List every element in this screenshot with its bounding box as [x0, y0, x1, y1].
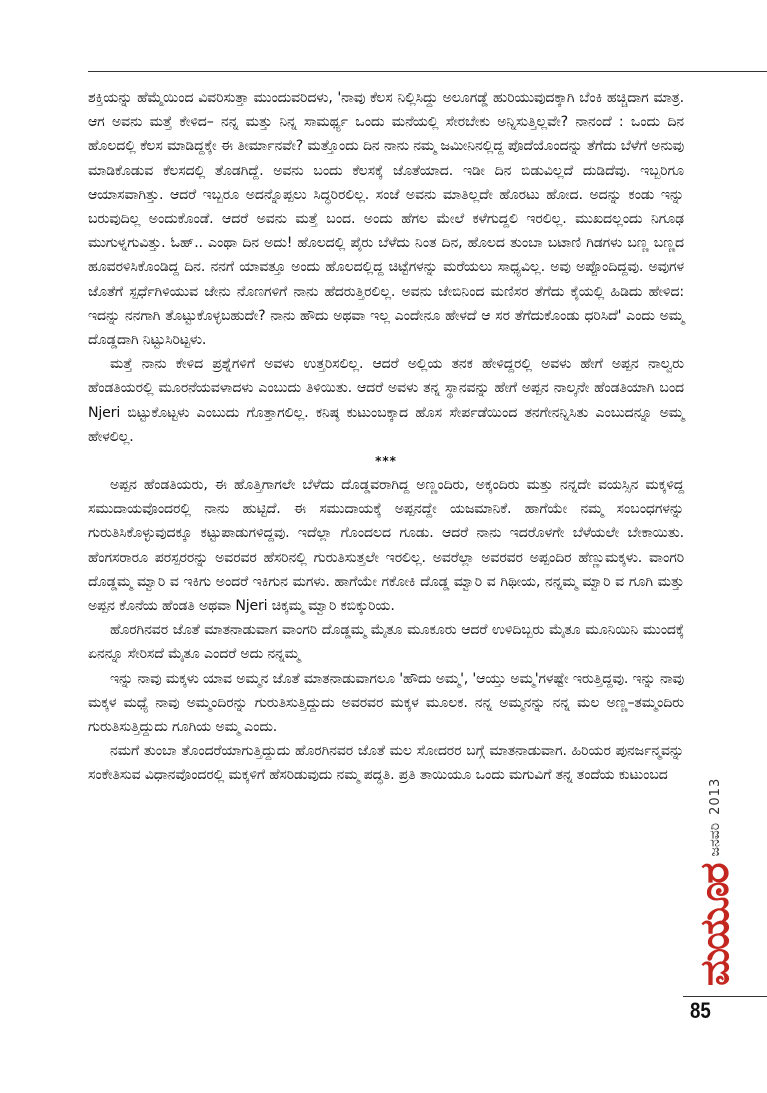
page-number: 85	[690, 998, 711, 1023]
article-body	[88, 86, 684, 788]
paragraph-5: ಇನ್ನು ನಾವು ಮಕ್ಕಳು ಯಾವ ಅಮ್ಮನ ಜೊತೆ ಮಾತನಾಡುವಾಗಲೂ 'ಹೌದು ಅಮ್ಮ', 'ಆಯ್ತು ಅಮ್ಮ'ಗಳಷ್ಟೇ ಇರುತ್ತಿದ್ದವು. ಇನ್ನು ನಾವು ಮಕ್ಕಳ ಮಧ್ಯೆ ನಾವು ಅಮ್ಮಂದಿರನ್ನು ಗುರುತಿಸುತ್ತಿದ್ದುದು ಅವರವರ ಮಕ್ಕಳ ಮೂಲಕ. ನನ್ನ ಅಮ್ಮನನ್ನು ನನ್ನ ಮಲ ಅಣ್ಣ–ತಮ್ಮಂದಿರು ಗುರುತಿಸುತ್ತಿದ್ದುದು ಗೂಗಿಯ ಅಮ್ಮ ಎಂದು.	[88, 670, 684, 736]
paragraph-2: ಮತ್ತೆ ನಾನು ಕೇಳಿದ ಪ್ರಶ್ನೆಗಳಿಗೆ ಅವಳು ಉತ್ತರಿಸಲಿಲ್ಲ. ಆದರೆ ಅಲ್ಲಿಯ ತನಕ ಹೇಳಿದ್ದರಲ್ಲಿ ಅವಳು ಹೇಗೆ ಅಪ್ಪನ ನಾಲ್ವರು ಹೆಂಡತಿಯರಲ್ಲಿ ಮೂರನೆಯವಳಾದಳು ಎಂಬುದು ತಿಳಿಯಿತು. ಆದರೆ ಅವಳು ತನ್ನ ಸ್ಥಾನವನ್ನು ಹೇಗೆ ಅಪ್ಪನ ನಾಲ್ಕನೇ ಹೆಂಡತಿಯಾಗಿ ಬಂದ Njeri ಬಿಟ್ಟುಕೊಟ್ಟಳು ಎಂಬುದು ಗೊತ್ತಾಗಲಿಲ್ಲ. ಕನಿಷ್ಠ ಕುಟುಂಬಕ್ಕಾದ ಹೊಸ ಸೇರ್ಪಡೆಯಿಂದ ತನಗೇನನ್ನಿಸಿತು ಎಂಬುದನ್ನೂ ಅಮ್ಮ ಹೇಳಲಿಲ್ಲ.	[88, 356, 684, 445]
paragraph-3: ಅಪ್ಪನ ಹೆಂಡತಿಯರು, ಈ ಹೊತ್ತಿಗಾಗಲೇ ಬೆಳೆದು ದೊಡ್ಡವರಾಗಿದ್ದ ಅಣ್ಣಂದಿರು, ಅಕ್ಕಂದಿರು ಮತ್ತು ನನ್ನದೇ ವಯಸ್ಸಿನ ಮಕ್ಕಳಿದ್ದ ಸಮುದಾಯವೊಂದರಲ್ಲಿ ನಾನು ಹುಟ್ಟಿದೆ. ಈ ಸಮುದಾಯಕ್ಕೆ ಅಪ್ಪನದ್ದೇ ಯಜಮಾನಿಕೆ. ಹಾಗೆಯೇ ನಮ್ಮ ಸಂಬಂಧಗಳನ್ನು ಗುರುತಿಸಿಕೊಳ್ಳುವುದಕ್ಕೂ ಕಟ್ಟುಪಾಡುಗಳಿದ್ದವು. ಇದೆಲ್ಲಾ ಗೊಂದಲದ ಗೂಡು. ಆದರೆ ನಾನು ಇದರೊಳಗೇ ಬೆಳೆಯಲೇ ಬೇಕಾಯಿತು. ಹೆಂಗಸರಾರೂ ಪರಸ್ಪರರನ್ನು ಅವರವರ ಹೆಸರಿನಲ್ಲಿ ಗುರುತಿಸುತ್ತಲೇ ಇರಲಿಲ್ಲ. ಅವರೆಲ್ಲಾ ಅವರವರ ಅಪ್ಪಂದಿರ ಹೆಣ್ಣುಮಕ್ಕಳು. ವಾಂಗರಿ ದೊಡ್ಡಮ್ಮ ಮ್ವಾರಿ ವ ಇಕಿಗು ಅಂದರೆ ಇಕಿಗುನ ಮಗಳು. ಹಾಗೆಯೇ ಗಕೋಕಿ ದೊಡ್ಡ ಮ್ವಾರಿ ವ ಗಿಥೀಯ, ನನ್ನಮ್ಮ ಮ್ವಾರಿ ವ ಗೂಗಿ ಮತ್ತು ಅಪ್ಪನ ಕೊನೆಯ ಹೆಂಡತಿ ಅಥವಾ Njeri ಚಿಕ್ಕಮ್ಮ ಮ್ವಾರಿ ಕಬಿಕ್ಕುರಿಯ.	[88, 477, 684, 615]
top-rule	[88, 71, 767, 72]
issue-date	[690, 777, 740, 990]
magazine-sidebar	[690, 777, 740, 990]
paragraph-4: ಹೊರಗಿನವರ ಜೊತೆ ಮಾತನಾಡುವಾಗ ವಾಂಗರಿ ದೊಡ್ಡಮ್ಮ ಮೈತೂ ಮೂಕೂರು ಆದರೆ ಉಳಿದಿಬ್ಬರು ಮೈತೂ ಮೂನಿಯಿನಿ ಮುಂದಕ್ಕೆ ಏನನ್ನೂ ಸೇರಿಸದೆ ಮೈತೂ ಎಂದರೆ ಅದು ನನ್ನಮ್ಮ	[88, 622, 684, 663]
paragraph-1: ಶಕ್ತಿಯನ್ನು ಹೆಮ್ಮೆಯಿಂದ ವಿವರಿಸುತ್ತಾ ಮುಂದುವರಿದಳು, 'ನಾವು ಕೆಲಸ ನಿಲ್ಲಿಸಿದ್ದು ಅಲೂಗಡ್ಡೆ ಹುರಿಯುವುದಕ್ಕಾಗಿ ಬೆಂಕಿ ಹಚ್ಚಿದಾಗ ಮಾತ್ರ. ಆಗ ಅವನು ಮತ್ತೆ ಕೇಳಿದ– ನನ್ನ ಮತ್ತು ನಿನ್ನ ಸಾಮರ್ಥ್ಯ ಒಂದು ಮನೆಯಲ್ಲಿ ಸೇರಬೇಕು ಅನ್ನಿಸುತ್ತಿಲ್ಲವೇ? ನಾನಂದೆ : ಒಂದು ದಿನ ಹೊಲದಲ್ಲಿ ಕೆಲಸ ಮಾಡಿದ್ದಕ್ಕೇ ಈ ತೀರ್ಮಾನವೇ? ಮತ್ತೊಂದು ದಿನ ನಾನು ನಮ್ಮ ಜಮೀನಿನಲ್ಲಿದ್ದ ಪೊದೆಯೊಂದನ್ನು ತೆಗೆದು ಬೆಳೆಗೆ ಅನುವು ಮಾಡಿಕೊಡುವ ಕೆಲಸದಲ್ಲಿ ತೊಡಗಿದ್ದೆ. ಅವನು ಬಂದು ಕೆಲಸಕ್ಕೆ ಜೊತೆಯಾದ. ಇಡೀ ದಿನ ಬಿಡುವಿಲ್ಲದೆ ದುಡಿದೆವು. ಇಬ್ಬರಿಗೂ ಆಯಾಸವಾಗಿತ್ತು. ಆದರೆ ಇಬ್ಬರೂ ಅದನ್ನೊಪ್ಪಲು ಸಿದ್ಧರಿರಲಿಲ್ಲ. ಸಂಜೆ ಅವನು ಮಾತಿಲ್ಲದೇ ಹೊರಟು ಹೋದ. ಅದನ್ನು ಕಂಡು ಇನ್ನು ಬರುವುದಿಲ್ಲ ಅಂದುಕೊಂಡೆ. ಆದರೆ ಅವನು ಮತ್ತೆ ಬಂದ. ಅಂದು ಹೆಗಲ ಮೇಲೆ ಕಳೆಗುದ್ದಲಿ ಇರಲಿಲ್ಲ. ಮುಖದಲ್ಲಂದು ನಿಗೂಢ ಮುಗುಳ್ನಗುವಿತ್ತು. ಓಹ್.. ಎಂಥಾ ದಿನ ಅದು! ಹೊಲದಲ್ಲಿ ಪೈರು ಬೆಳೆದು ನಿಂತ ದಿನ, ಹೊಲದ ತುಂಬಾ ಬಟಾಣಿ ಗಿಡಗಳು ಬಣ್ಣ ಬಣ್ಣದ ಹೂವರಳಿಸಿಕೊಂಡಿದ್ದ ದಿನ. ನನಗೆ ಯಾವತ್ತೂ ಅಂದು ಹೊಲದಲ್ಲಿದ್ದ ಚಿಟ್ಟೆಗಳನ್ನು ಮರೆಯಲು ಸಾಧ್ಯವಿಲ್ಲ. ಅವು ಅಪ್ಪೊಂದಿದ್ದವು. ಅವುಗಳ ಜೊತೆಗೆ ಸ್ಪರ್ಧೆಗಿಳಿಯುವ ಜೇನು ನೊಣಗಳಿಗೆ ನಾನು ಹೆದರುತ್ತಿರಲಿಲ್ಲ. ಅವನು ಜೇಬಿನಿಂದ ಮಣಿಸರ ತೆಗೆದು ಕೈಯಲ್ಲಿ ಹಿಡಿದು ಹೇಳಿದ: ಇದನ್ನು ನನಗಾಗಿ ತೊಟ್ಟುಕೊಳ್ಳಬಹುದೇ? ನಾನು ಹೌದು ಅಥವಾ ಇಲ್ಲ ಎಂದೇನೂ ಹೇಳದೆ ಆ ಸರ ತೆಗೆದುಕೊಂಡು ಧರಿಸಿದೆ' ಎಂದು ಅಮ್ಮ ದೊಡ್ಡದಾಗಿ ನಿಟ್ಟುಸಿರಿಟ್ಟಳು.	[88, 90, 684, 349]
page-number-rule	[683, 996, 767, 997]
paragraph-6: ನಮಗೆ ತುಂಬಾ ತೊಂದರೆಯಾಗುತ್ತಿದ್ದುದು ಹೊರಗಿನವರ ಜೊತೆ ಮಲ ಸೋದರರ ಬಗ್ಗೆ ಮಾತನಾಡುವಾಗ. ಹಿರಿಯರ ಪುನರ್ಜನ್ಮವನ್ನು ಸಂಕೇತಿಸುವ ವಿಧಾನವೊಂದರಲ್ಲಿ ಮಕ್ಕಳಿಗೆ ಹೆಸರಿಡುವುದು ನಮ್ಮ ಪದ್ಧತಿ. ಪ್ರತಿ ತಾಯಿಯೂ ಒಂದು ಮಗುವಿಗೆ ತನ್ನ ತಂದೆಯ ಕುಟುಂಬದ	[88, 743, 684, 784]
section-separator: ***	[375, 454, 397, 469]
issue-month: ಜನವರಿ	[707, 822, 723, 857]
magazine-logo: ಮಯೂರ	[692, 864, 738, 986]
issue-year: 2013	[707, 777, 723, 815]
